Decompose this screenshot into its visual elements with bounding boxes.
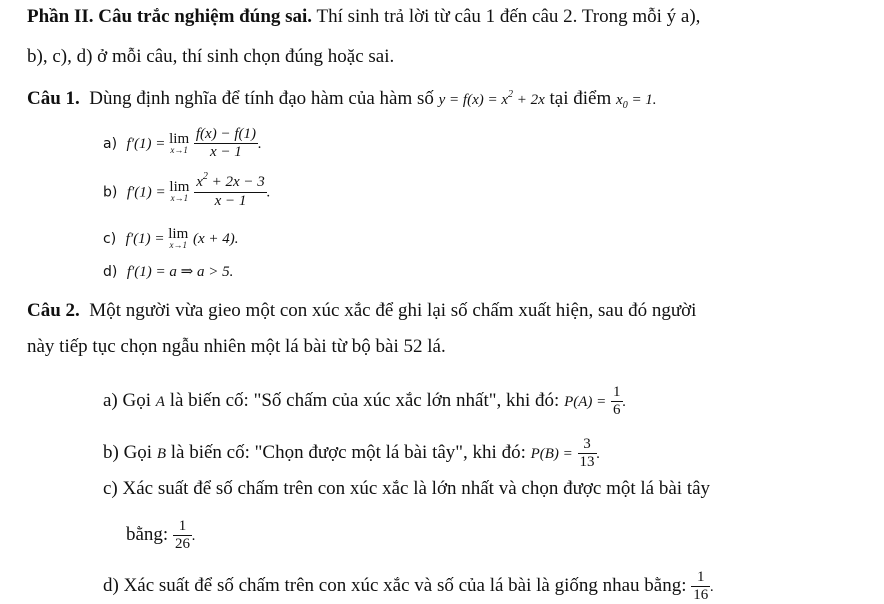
intro-text-2: b), c), d) ở mỗi câu, thí sinh chọn đúng hoặc sai. — [27, 46, 395, 67]
q1-at-point: tại điểm — [549, 88, 612, 109]
q2-line-2 — [27, 335, 446, 359]
q1-item-a: a) f′(1) = lim x→1 $\frac{f(x) - f(1)}{x - 1}$ . — [103, 126, 262, 160]
intro-line-1 — [27, 5, 700, 29]
event-var: A — [155, 393, 165, 410]
q2-item-label: d) — [103, 574, 119, 596]
q2-item-label: b) — [103, 441, 119, 463]
q2-line-1 — [27, 299, 696, 323]
q1-item-d — [103, 259, 233, 284]
q2-text-1: Một người vừa gieo một con xúc xắc để ghi lại số chấm xuất hiện, sau đó người — [89, 300, 697, 321]
q2-item-c-line-2: bằng: $\frac{1}{26}$ . — [126, 518, 196, 552]
limit-operator: lim x→1 — [168, 225, 189, 250]
q1-item-b: b) f′(1) = lim x→1 $\frac{x^2 + 2x - 3}{x - 1}$ . — [103, 171, 271, 209]
fraction: $\frac{1}{26}$ — [174, 518, 190, 552]
q1-line — [27, 87, 657, 114]
q1-item-label: a) — [103, 135, 118, 152]
limit-operator: lim x→1 — [169, 130, 190, 155]
fraction: $\frac{1}{6}$ — [613, 384, 621, 418]
q1-item-d-expr: f′(1) = a ⇒ a > 5. — [126, 264, 234, 280]
q2-item-label: a) — [103, 389, 118, 411]
fraction: $\frac{x^2 + 2x - 3}{x - 1}$ — [196, 171, 265, 209]
q1-function: $y = f(x) = x^2 + 2x$ — [438, 89, 545, 108]
q2-text-2: này tiếp tục chọn ngẫu nhiên một lá bài từ bộ bài 52 lá. — [27, 336, 446, 357]
q2-item-a: a) Gọi A là biến cố: "Số chấm của xúc xắc lớn nhất", khi đó: P(A) = $\frac{1}{6}$ . — [103, 384, 627, 418]
q2-item-b: b) Gọi B là biến cố: "Chọn được một lá bài tây", khi đó: P(B) = $\frac{3}{13}$ . — [103, 436, 601, 470]
q2-item-c-line-1: c) Xác suất để số chấm trên con xúc xắc là lớn nhất và chọn được một lá bài tây — [103, 478, 711, 499]
q2-item-label: c) — [103, 478, 118, 499]
q1-item-c: c) f′(1) = lim x→1 (x + 4). — [103, 225, 239, 250]
q2-item-d: d) Xác suất để số chấm trên con xúc xắc và số của lá bài là giống nhau bằng: $\frac{1}{16}$ . — [103, 569, 715, 603]
q1-item-label: c) — [103, 231, 117, 247]
q1-item-label: d) — [103, 264, 118, 280]
q2-label: Câu 2. — [27, 300, 80, 321]
event-var: B — [156, 445, 166, 462]
fraction: $\frac{3}{13}$ — [579, 436, 595, 470]
limit-operator: lim x→1 — [169, 179, 190, 203]
q1-text: Dùng định nghĩa để tính đạo hàm của hàm số — [89, 88, 434, 109]
q1-label: Câu 1. — [27, 88, 80, 109]
intro-text-1: Thí sinh trả lời từ câu 1 đến câu 2. Trong mỗi ý a), — [316, 6, 701, 27]
q1-point: $x_0 = 1$. — [616, 92, 657, 111]
intro-line-2 — [27, 45, 394, 69]
q1-item-label: b) — [103, 184, 118, 201]
section-heading: Phần II. Câu trắc nghiệm đúng sai. — [27, 6, 313, 27]
fraction: $\frac{1}{16}$ — [693, 569, 709, 603]
fraction: $\frac{f(x) - f(1)}{x - 1}$ — [195, 126, 256, 160]
